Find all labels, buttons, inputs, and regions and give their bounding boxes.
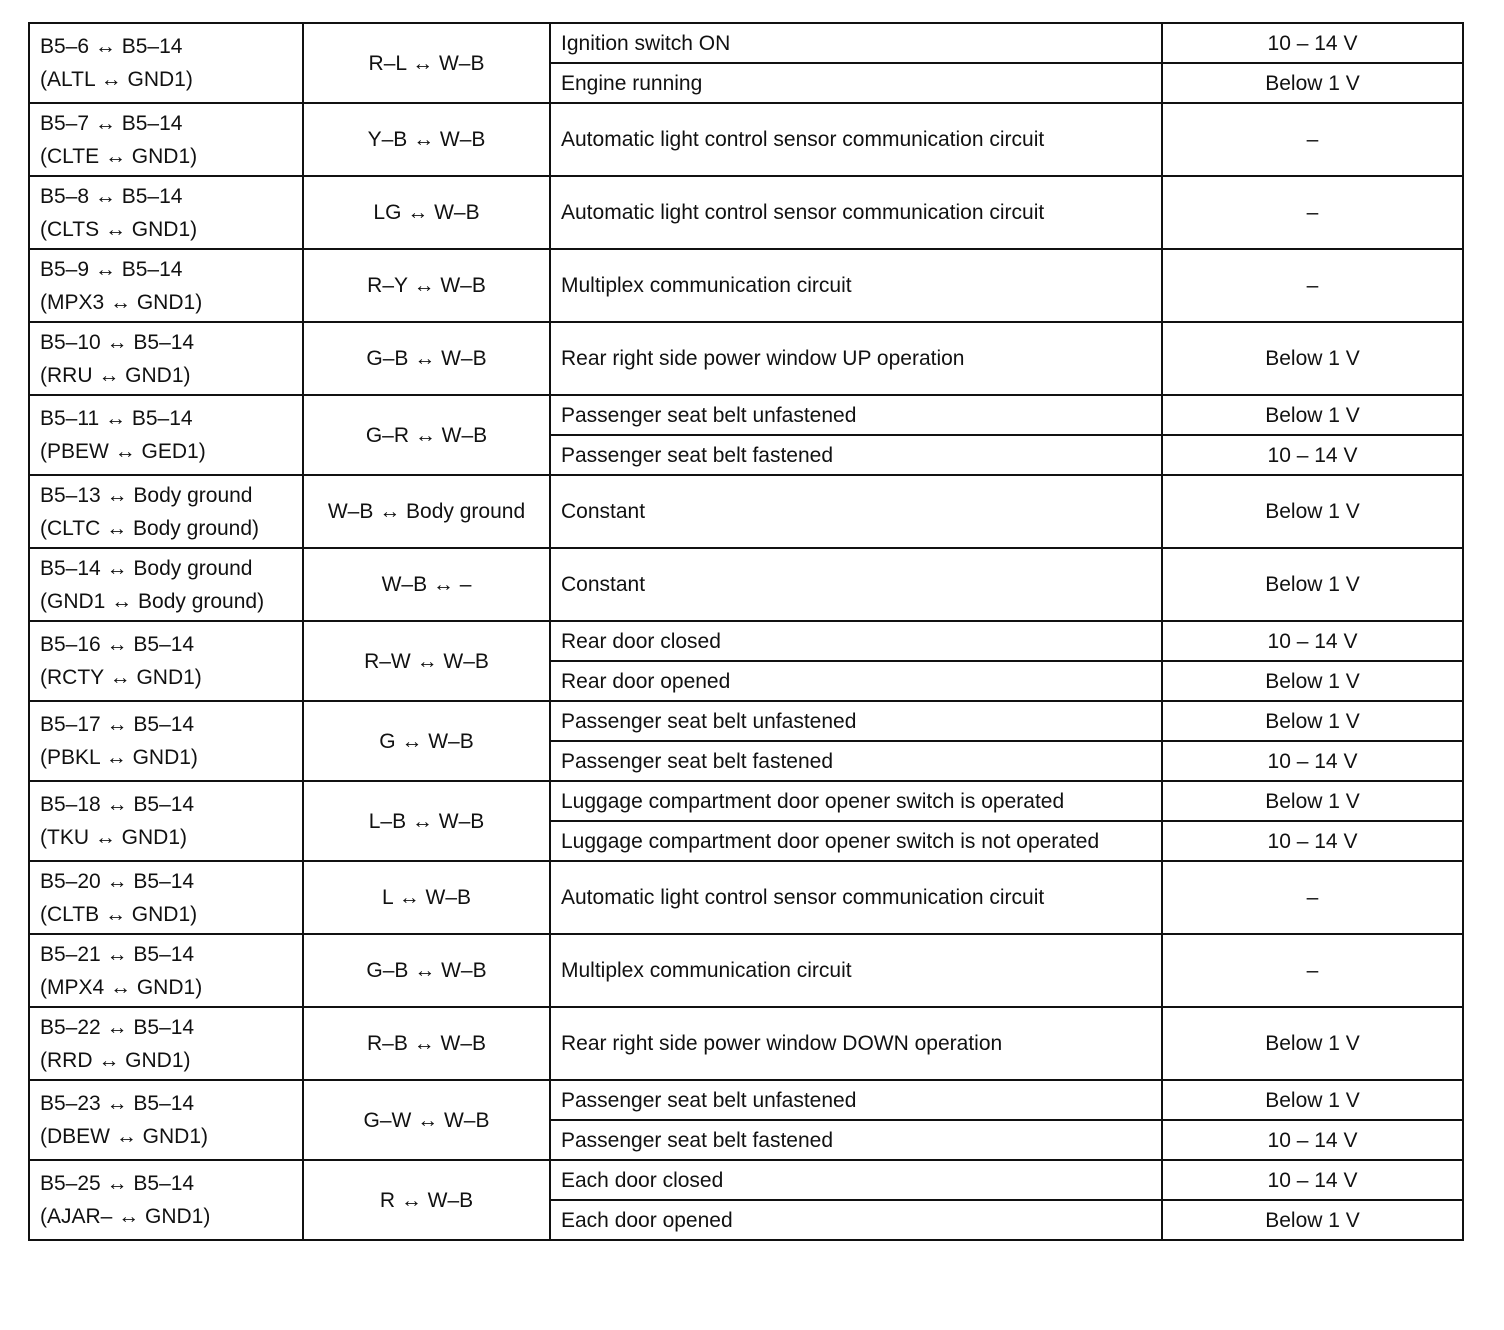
wire-color-cell: L–B ↔ W–B <box>303 781 550 861</box>
condition-cell: Rear right side power window DOWN operation <box>550 1007 1162 1080</box>
condition-cell: Engine running <box>550 63 1162 103</box>
table-row <box>29 701 1463 741</box>
terminal-symbol-pair: (TKU ↔ GND1) <box>40 826 187 849</box>
terminal-cell <box>29 934 303 1007</box>
terminal-pair: B5–9 ↔ B5–14 <box>40 257 183 281</box>
specified-condition-cell: 10 – 14 V <box>1162 1120 1463 1160</box>
condition-cell: Each door opened <box>550 1200 1162 1240</box>
specified-condition-cell: Below 1 V <box>1162 1080 1463 1120</box>
terminal-pair: B5–6 ↔ B5–14 <box>40 35 183 58</box>
terminal-voltage-table-sheet <box>28 22 1462 1241</box>
table-row <box>29 475 1463 548</box>
condition-cell: Passenger seat belt fastened <box>550 741 1162 781</box>
condition-cell: Constant <box>550 548 1162 621</box>
terminal-pair: B5–13 ↔ Body ground <box>40 483 253 507</box>
terminal-cell <box>29 322 303 395</box>
specified-condition-cell: 10 – 14 V <box>1162 435 1463 475</box>
terminal-pair: B5–8 ↔ B5–14 <box>40 184 183 208</box>
condition-cell: Passenger seat belt fastened <box>550 435 1162 475</box>
terminal-cell <box>29 103 303 176</box>
specified-condition-cell: Below 1 V <box>1162 63 1463 103</box>
wire-color-cell: L ↔ W–B <box>303 861 550 934</box>
terminal-symbol-pair: (RCTY ↔ GND1) <box>40 666 202 689</box>
wire-color-cell: W–B ↔ – <box>303 548 550 621</box>
terminal-cell <box>29 781 303 861</box>
terminal-symbol-pair: (AJAR– ↔ GND1) <box>40 1205 211 1228</box>
terminal-cell <box>29 249 303 322</box>
terminal-pair: B5–17 ↔ B5–14 <box>40 713 195 736</box>
terminal-cell <box>29 1080 303 1160</box>
condition-cell: Rear right side power window UP operation <box>550 322 1162 395</box>
terminal-pair: B5–20 ↔ B5–14 <box>40 869 195 893</box>
condition-cell: Each door closed <box>550 1160 1162 1200</box>
terminal-pair: B5–18 ↔ B5–14 <box>40 793 195 816</box>
condition-cell: Passenger seat belt fastened <box>550 1120 1162 1160</box>
table-row <box>29 322 1463 395</box>
terminal-symbol-pair: (RRU ↔ GND1) <box>40 363 191 387</box>
specified-condition-cell: Below 1 V <box>1162 395 1463 435</box>
terminal-pair: B5–7 ↔ B5–14 <box>40 111 183 135</box>
terminal-symbol-pair: (CLTC ↔ Body ground) <box>40 516 260 540</box>
terminal-symbol-pair: (MPX3 ↔ GND1) <box>40 290 203 314</box>
terminal-symbol-pair: (CLTE ↔ GND1) <box>40 144 198 168</box>
condition-cell: Rear door closed <box>550 621 1162 661</box>
terminal-cell <box>29 1160 303 1240</box>
table-row <box>29 781 1463 821</box>
specified-condition-cell: – <box>1162 176 1463 249</box>
table-row <box>29 621 1463 661</box>
wire-color-cell: R–B ↔ W–B <box>303 1007 550 1080</box>
condition-cell: Luggage compartment door opener switch is operated <box>550 781 1162 821</box>
condition-cell: Automatic light control sensor communication circuit <box>550 861 1162 934</box>
wire-color-cell: G–W ↔ W–B <box>303 1080 550 1160</box>
terminal-pair: B5–10 ↔ B5–14 <box>40 330 195 354</box>
condition-cell: Rear door opened <box>550 661 1162 701</box>
table-row <box>29 395 1463 435</box>
terminal-cell <box>29 1007 303 1080</box>
condition-cell: Ignition switch ON <box>550 23 1162 63</box>
condition-cell: Automatic light control sensor communication circuit <box>550 176 1162 249</box>
table-row <box>29 1080 1463 1120</box>
terminal-symbol-pair: (RRD ↔ GND1) <box>40 1048 191 1072</box>
terminal-symbol-pair: (PBEW ↔ GED1) <box>40 440 206 463</box>
terminal-cell <box>29 861 303 934</box>
condition-cell: Passenger seat belt unfastened <box>550 1080 1162 1120</box>
terminal-voltage-table <box>28 22 1464 1241</box>
specified-condition-cell: Below 1 V <box>1162 661 1463 701</box>
specified-condition-cell: – <box>1162 103 1463 176</box>
specified-condition-cell: Below 1 V <box>1162 781 1463 821</box>
terminal-cell <box>29 701 303 781</box>
terminal-cell <box>29 621 303 701</box>
wire-color-cell: R–Y ↔ W–B <box>303 249 550 322</box>
terminal-cell <box>29 176 303 249</box>
condition-cell: Constant <box>550 475 1162 548</box>
specified-condition-cell: – <box>1162 249 1463 322</box>
condition-cell: Passenger seat belt unfastened <box>550 701 1162 741</box>
terminal-pair: B5–21 ↔ B5–14 <box>40 942 195 966</box>
table-row <box>29 548 1463 621</box>
specified-condition-cell: Below 1 V <box>1162 322 1463 395</box>
terminal-symbol-pair: (MPX4 ↔ GND1) <box>40 975 203 999</box>
specified-condition-cell: 10 – 14 V <box>1162 741 1463 781</box>
terminal-symbol-pair: (GND1 ↔ Body ground) <box>40 589 265 613</box>
condition-cell: Multiplex communication circuit <box>550 934 1162 1007</box>
specified-condition-cell: Below 1 V <box>1162 475 1463 548</box>
specified-condition-cell: Below 1 V <box>1162 701 1463 741</box>
wire-color-cell: G–B ↔ W–B <box>303 934 550 1007</box>
wire-color-cell: R ↔ W–B <box>303 1160 550 1240</box>
table-row <box>29 1160 1463 1200</box>
terminal-symbol-pair: (CLTB ↔ GND1) <box>40 902 198 926</box>
specified-condition-cell: – <box>1162 861 1463 934</box>
terminal-pair: B5–11 ↔ B5–14 <box>40 407 193 430</box>
terminal-pair: B5–14 ↔ Body ground <box>40 556 253 580</box>
specified-condition-cell: Below 1 V <box>1162 1200 1463 1240</box>
terminal-cell <box>29 23 303 103</box>
wire-color-cell: G ↔ W–B <box>303 701 550 781</box>
condition-cell: Passenger seat belt unfastened <box>550 395 1162 435</box>
table-body <box>29 23 1463 1240</box>
specified-condition-cell: 10 – 14 V <box>1162 1160 1463 1200</box>
specified-condition-cell: Below 1 V <box>1162 548 1463 621</box>
terminal-cell <box>29 395 303 475</box>
wire-color-cell: LG ↔ W–B <box>303 176 550 249</box>
condition-cell: Automatic light control sensor communication circuit <box>550 103 1162 176</box>
table-row <box>29 861 1463 934</box>
terminal-pair: B5–25 ↔ B5–14 <box>40 1172 195 1195</box>
wire-color-cell: R–W ↔ W–B <box>303 621 550 701</box>
specified-condition-cell: 10 – 14 V <box>1162 821 1463 861</box>
wire-color-cell: G–B ↔ W–B <box>303 322 550 395</box>
terminal-symbol-pair: (DBEW ↔ GND1) <box>40 1125 208 1148</box>
condition-cell: Luggage compartment door opener switch is not operated <box>550 821 1162 861</box>
wire-color-cell: R–L ↔ W–B <box>303 23 550 103</box>
wire-color-cell: W–B ↔ Body ground <box>303 475 550 548</box>
table-row <box>29 934 1463 1007</box>
terminal-pair: B5–23 ↔ B5–14 <box>40 1092 195 1115</box>
specified-condition-cell: – <box>1162 934 1463 1007</box>
table-row <box>29 1007 1463 1080</box>
wire-color-cell: Y–B ↔ W–B <box>303 103 550 176</box>
terminal-symbol-pair: (PBKL ↔ GND1) <box>40 746 198 769</box>
condition-cell: Multiplex communication circuit <box>550 249 1162 322</box>
terminal-cell <box>29 475 303 548</box>
table-row <box>29 249 1463 322</box>
terminal-pair: B5–16 ↔ B5–14 <box>40 633 195 656</box>
specified-condition-cell: 10 – 14 V <box>1162 621 1463 661</box>
terminal-symbol-pair: (CLTS ↔ GND1) <box>40 217 198 241</box>
table-row <box>29 176 1463 249</box>
terminal-symbol-pair: (ALTL ↔ GND1) <box>40 68 193 91</box>
terminal-pair: B5–22 ↔ B5–14 <box>40 1015 195 1039</box>
table-row <box>29 23 1463 63</box>
table-row <box>29 103 1463 176</box>
specified-condition-cell: 10 – 14 V <box>1162 23 1463 63</box>
terminal-cell <box>29 548 303 621</box>
specified-condition-cell: Below 1 V <box>1162 1007 1463 1080</box>
wire-color-cell: G–R ↔ W–B <box>303 395 550 475</box>
